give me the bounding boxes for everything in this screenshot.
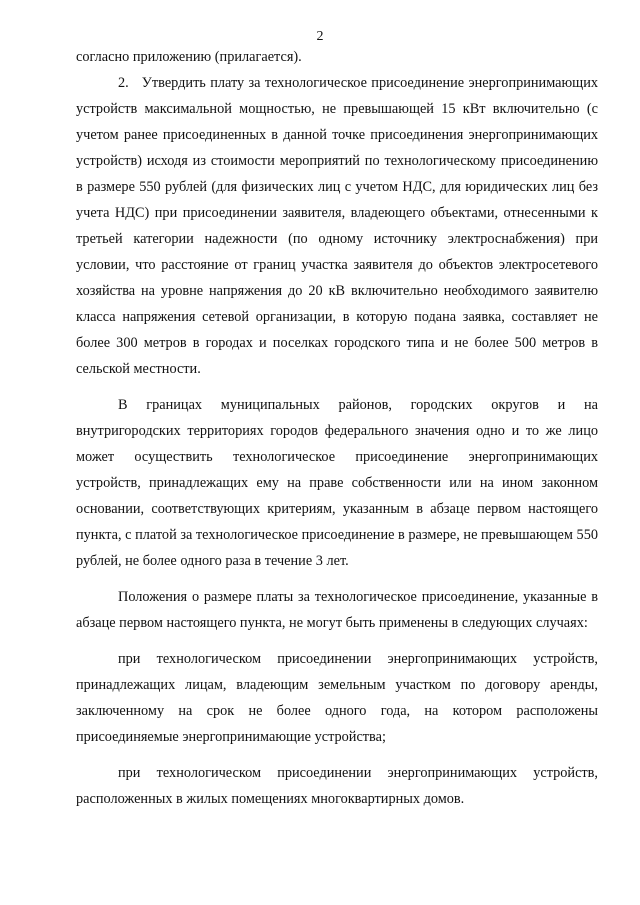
paragraph-exception-apartments: при технологическом присоединении энергопринимающих устройств, расположенных в жилых помещениях многоквартирных домов. (76, 765, 598, 807)
paragraph-exception-lease: при технологическом присоединении энергопринимающих устройств, принадлежащих лицам, владеющим земельным участком по договору аренды, заключенному на срок не более одного года, на котором расположены присоединяемые энергопринимающие устройства; (76, 651, 598, 745)
paragraph-municipal-boundaries: В границах муниципальных районов, городских округов и на внутригородских территориях городов федерального значения одно и то же лицо может осуществить технологическое присоединение энергопринимающих устройств, принадлежащих ему на праве собственности или на ином законном основании, соответствующих критериям, указанным в абзаце первом настоящего пункта, с платой за технологическое присоединение в размере, не превышающем 550 рублей, не более одного раза в течение 3 лет. (76, 397, 598, 569)
page-number: 2 (316, 29, 324, 44)
paragraph-exceptions-intro: Положения о размере платы за технологическое присоединение, указанные в абзаце первом настоящего пункта, не могут быть применены в следующих случаях: (76, 589, 598, 631)
document-body (76, 44, 598, 812)
paragraph-item-2: 2. Утвердить плату за технологическое присоединение энергопринимающих устройств максимальной мощностью, не превышающей 15 кВт включительно (с учетом ранее присоединенных в данной точке присоединения энергопринимающих устройств) исходя из стоимости мероприятий по технологическому присоединению в размере 550 рублей (для физических лиц с учетом НДС, для юридических лиц без учета НДС) при присоединении заявителя, владеющего объектами, отнесенными к третьей категории надежности (по одному источнику электроснабжения) при условии, что расстояние от границ участка заявителя до объектов электросетевого хозяйства на уровне напряжения до 20 кВ включительно необходимого заявителю класса напряжения сетевой организации, в которую подана заявка, составляет не более 300 метров в городах и поселках городского типа и не более 500 метров в сельской местности. (76, 75, 598, 377)
paragraph-continuation: согласно приложению (прилагается). (76, 49, 302, 65)
